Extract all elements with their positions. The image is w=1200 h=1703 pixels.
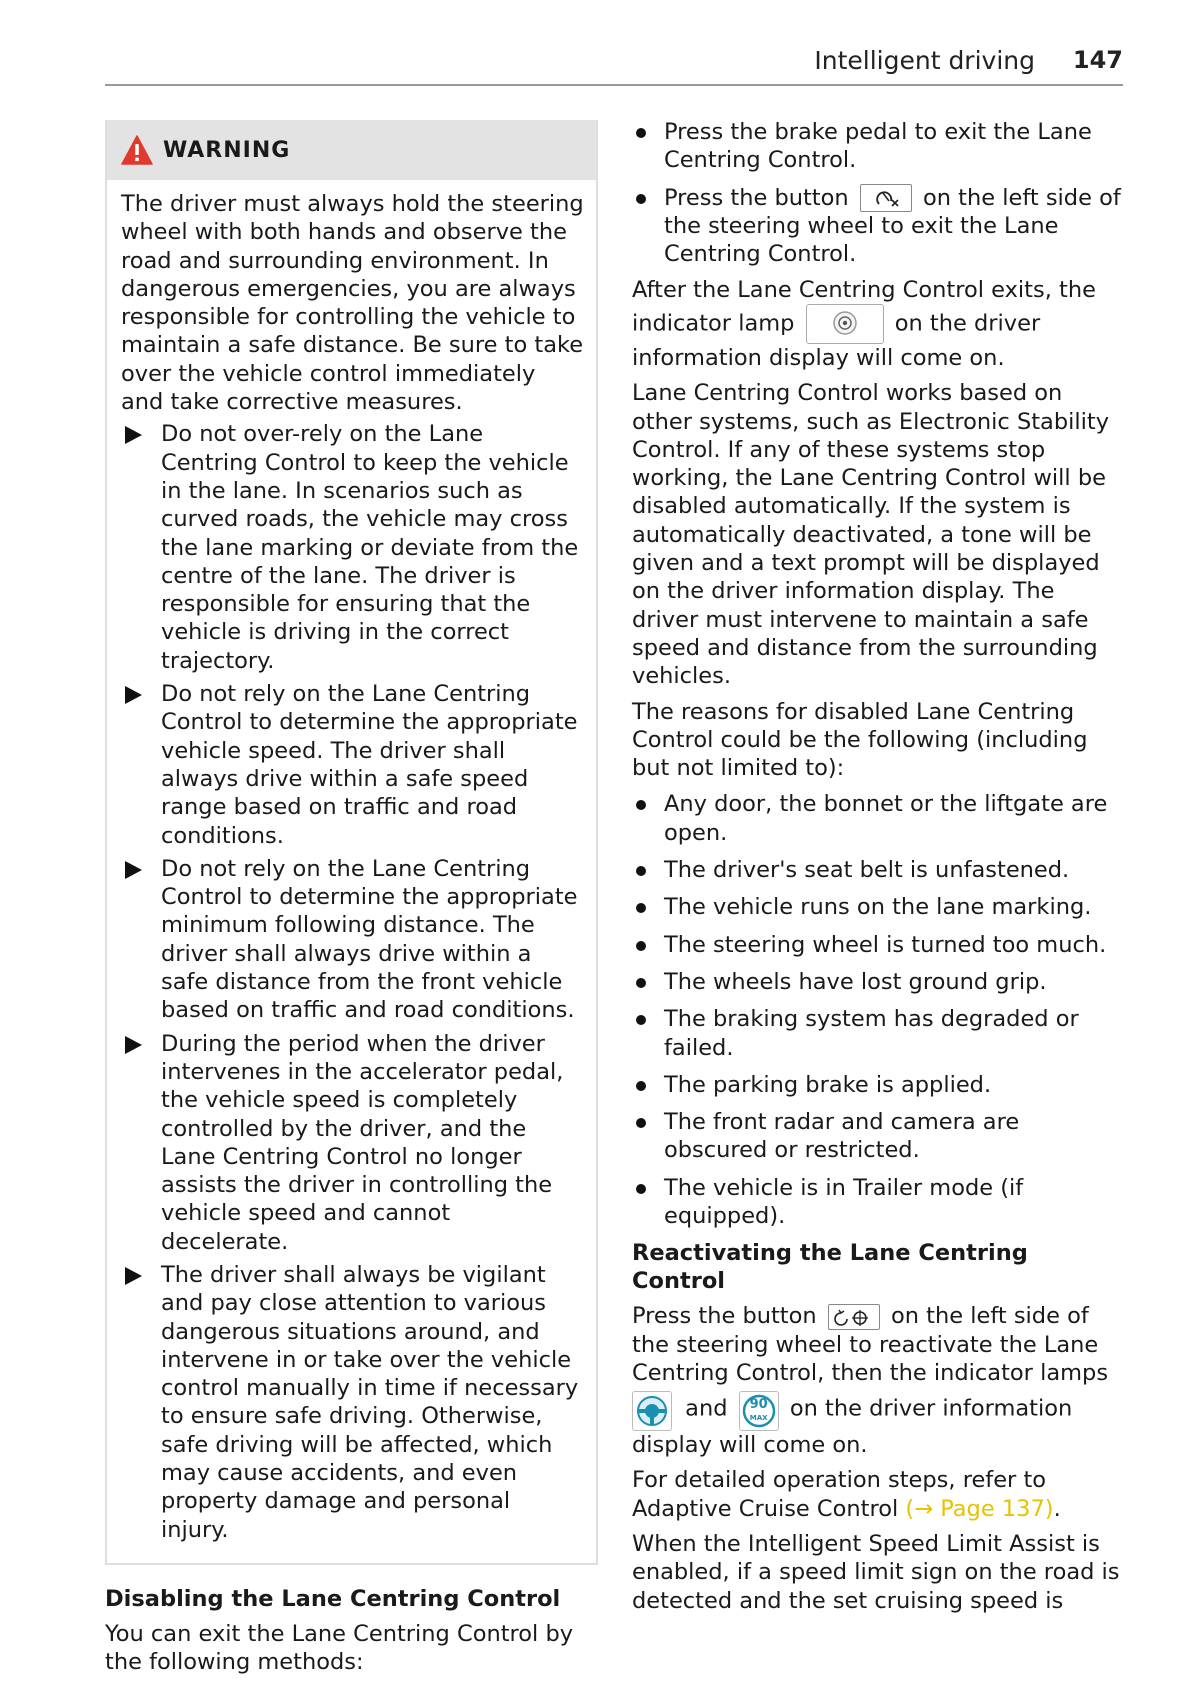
triangle-bullet-icon [125, 1267, 142, 1285]
works-based-paragraph: Lane Centring Control works based on other systems, such as Electronic Stability Control. If any of these systems stop working, the Lane Centring Control will be disabled automatically. If the system is automatically deactivated, a tone will be given and a text prompt will be displayed on the driver information display. The driver must intervene to maintain a safe speed and distance from the surrounding vehicles. [632, 380, 1110, 690]
lane-centring-standby-lamp-icon [806, 304, 884, 344]
list-item: The parking brake is applied. [632, 1071, 1122, 1099]
section-title: Intelligent driving [814, 46, 1035, 75]
warning-item: The driver shall always be vigilant and pay close attention to various dangerous situations around, and intervene in or take over the vehicle control manually in time if necessary to ensure safe driving. Otherwise, safe driving will be affected, which may cause accidents, and even property damage and personal injury. [121, 1261, 584, 1544]
list-item: The front radar and camera are obscured or restricted. [632, 1108, 1122, 1165]
warning-body [107, 180, 596, 1563]
reasons-list [632, 790, 1122, 1230]
list-item: Press the button on the left side of the steering wheel to exit the Lane Centring Control. [632, 184, 1122, 269]
warning-title: WARNING [163, 137, 291, 163]
speed-limit-paragraph: When the Intelligent Speed Limit Assist is enabled, if a speed limit sign on the road is detected and the set cruising speed is [632, 1531, 1120, 1614]
list-item: The driver's seat belt is unfastened. [632, 856, 1122, 884]
list-item: The steering wheel is turned too much. [632, 931, 1122, 959]
bullet-dot-icon [636, 1118, 646, 1128]
page-number: 147 [1072, 46, 1123, 74]
warning-item: Do not rely on the Lane Centring Control to determine the appropriate vehicle speed. The driver shall always drive within a safe speed range based on traffic and road conditions. [121, 680, 584, 850]
list-item: The braking system has degraded or failed. [632, 1005, 1122, 1062]
warning-triangle-icon [121, 135, 153, 165]
bullet-dot-icon [636, 800, 646, 810]
right-column [632, 118, 1122, 1615]
bullet-dot-icon [636, 1015, 646, 1025]
bullet-dot-icon [636, 194, 646, 204]
bullet-dot-icon [636, 903, 646, 913]
bullet-dot-icon [636, 978, 646, 988]
page-reference-link[interactable]: (→ Page 137) [905, 1495, 1054, 1522]
speed-limit-max-lamp-icon [739, 1391, 779, 1431]
warning-intro: The driver must always hold the steering wheel with both hands and observe the road and surrounding environment. In dangerous emergencies, you are always responsible for controlling the vehicle to maintain a safe distance. Be sure to take over the vehicle control immediately and take corrective measures. [121, 191, 584, 416]
warning-item: Do not rely on the Lane Centring Control to determine the appropriate minimum following distance. The driver shall always drive within a safe distance from the front vehicle based on traffic and road conditions. [121, 855, 584, 1025]
warning-item: Do not over-rely on the Lane Centring Control to keep the vehicle in the lane. In scenarios such as curved roads, the vehicle may cross the lane marking or deviate from the centre of the lane. The driver is responsible for ensuring that the vehicle is driving in the correct trajectory. [121, 420, 584, 675]
triangle-bullet-icon [125, 1036, 142, 1054]
detailed-paragraph: For detailed operation steps, refer to Adaptive Cruise Control (→ Page 137). [632, 1467, 1061, 1522]
bullet-dot-icon [636, 866, 646, 876]
bullet-dot-icon [636, 1184, 646, 1194]
after-exit-paragraph: After the Lane Centring Control exits, the indicator lamp on the driver information display will come on. [632, 276, 1096, 371]
reactivating-heading: Reactivating the Lane Centring Control [632, 1240, 1028, 1295]
list-item: Press the brake pedal to exit the Lane Centring Control. [632, 118, 1122, 175]
list-item: The vehicle runs on the lane marking. [632, 893, 1122, 921]
page-header [105, 40, 1123, 86]
list-item: Any door, the bonnet or the liftgate are open. [632, 790, 1122, 847]
warning-list [121, 420, 584, 1544]
triangle-bullet-icon [125, 861, 142, 879]
reasons-intro: The reasons for disabled Lane Centring Control could be the following (including but not limited to): [632, 698, 1088, 782]
bullet-dot-icon [636, 941, 646, 951]
lane-centring-active-lamp-icon [632, 1391, 672, 1431]
triangle-bullet-icon [125, 426, 142, 444]
reactivating-paragraph: Press the button on the left side of the steering wheel to reactivate the Lane Centring Control, then the indicator lamps and 90 MAX on the driver information display will come on. [632, 1303, 1109, 1459]
warning-box [105, 120, 598, 1565]
speed-lamp-number: 90 [749, 1397, 768, 1413]
warning-header [107, 120, 596, 180]
bullet-dot-icon [636, 128, 646, 138]
warning-item: During the period when the driver intervenes in the accelerator pedal, the vehicle speed is completely controlled by the driver, and the Lane Centring Control no longer assists the driver in controlling the vehicle speed and cannot decelerate. [121, 1030, 584, 1256]
exit-methods-list [632, 118, 1122, 269]
disabling-intro: You can exit the Lane Centring Control by the following methods: [105, 1620, 574, 1676]
lane-centring-on-button-icon [828, 1304, 880, 1330]
triangle-bullet-icon [125, 686, 142, 704]
list-item: The vehicle is in Trailer mode (if equipped). [632, 1174, 1122, 1231]
speed-lamp-label: MAX [749, 1414, 768, 1423]
list-item: The wheels have lost ground grip. [632, 968, 1122, 996]
lane-centring-off-button-icon [860, 184, 912, 212]
disabling-heading: Disabling the Lane Centring Control [105, 1585, 561, 1612]
left-column [105, 120, 598, 1677]
bullet-dot-icon [636, 1081, 646, 1091]
